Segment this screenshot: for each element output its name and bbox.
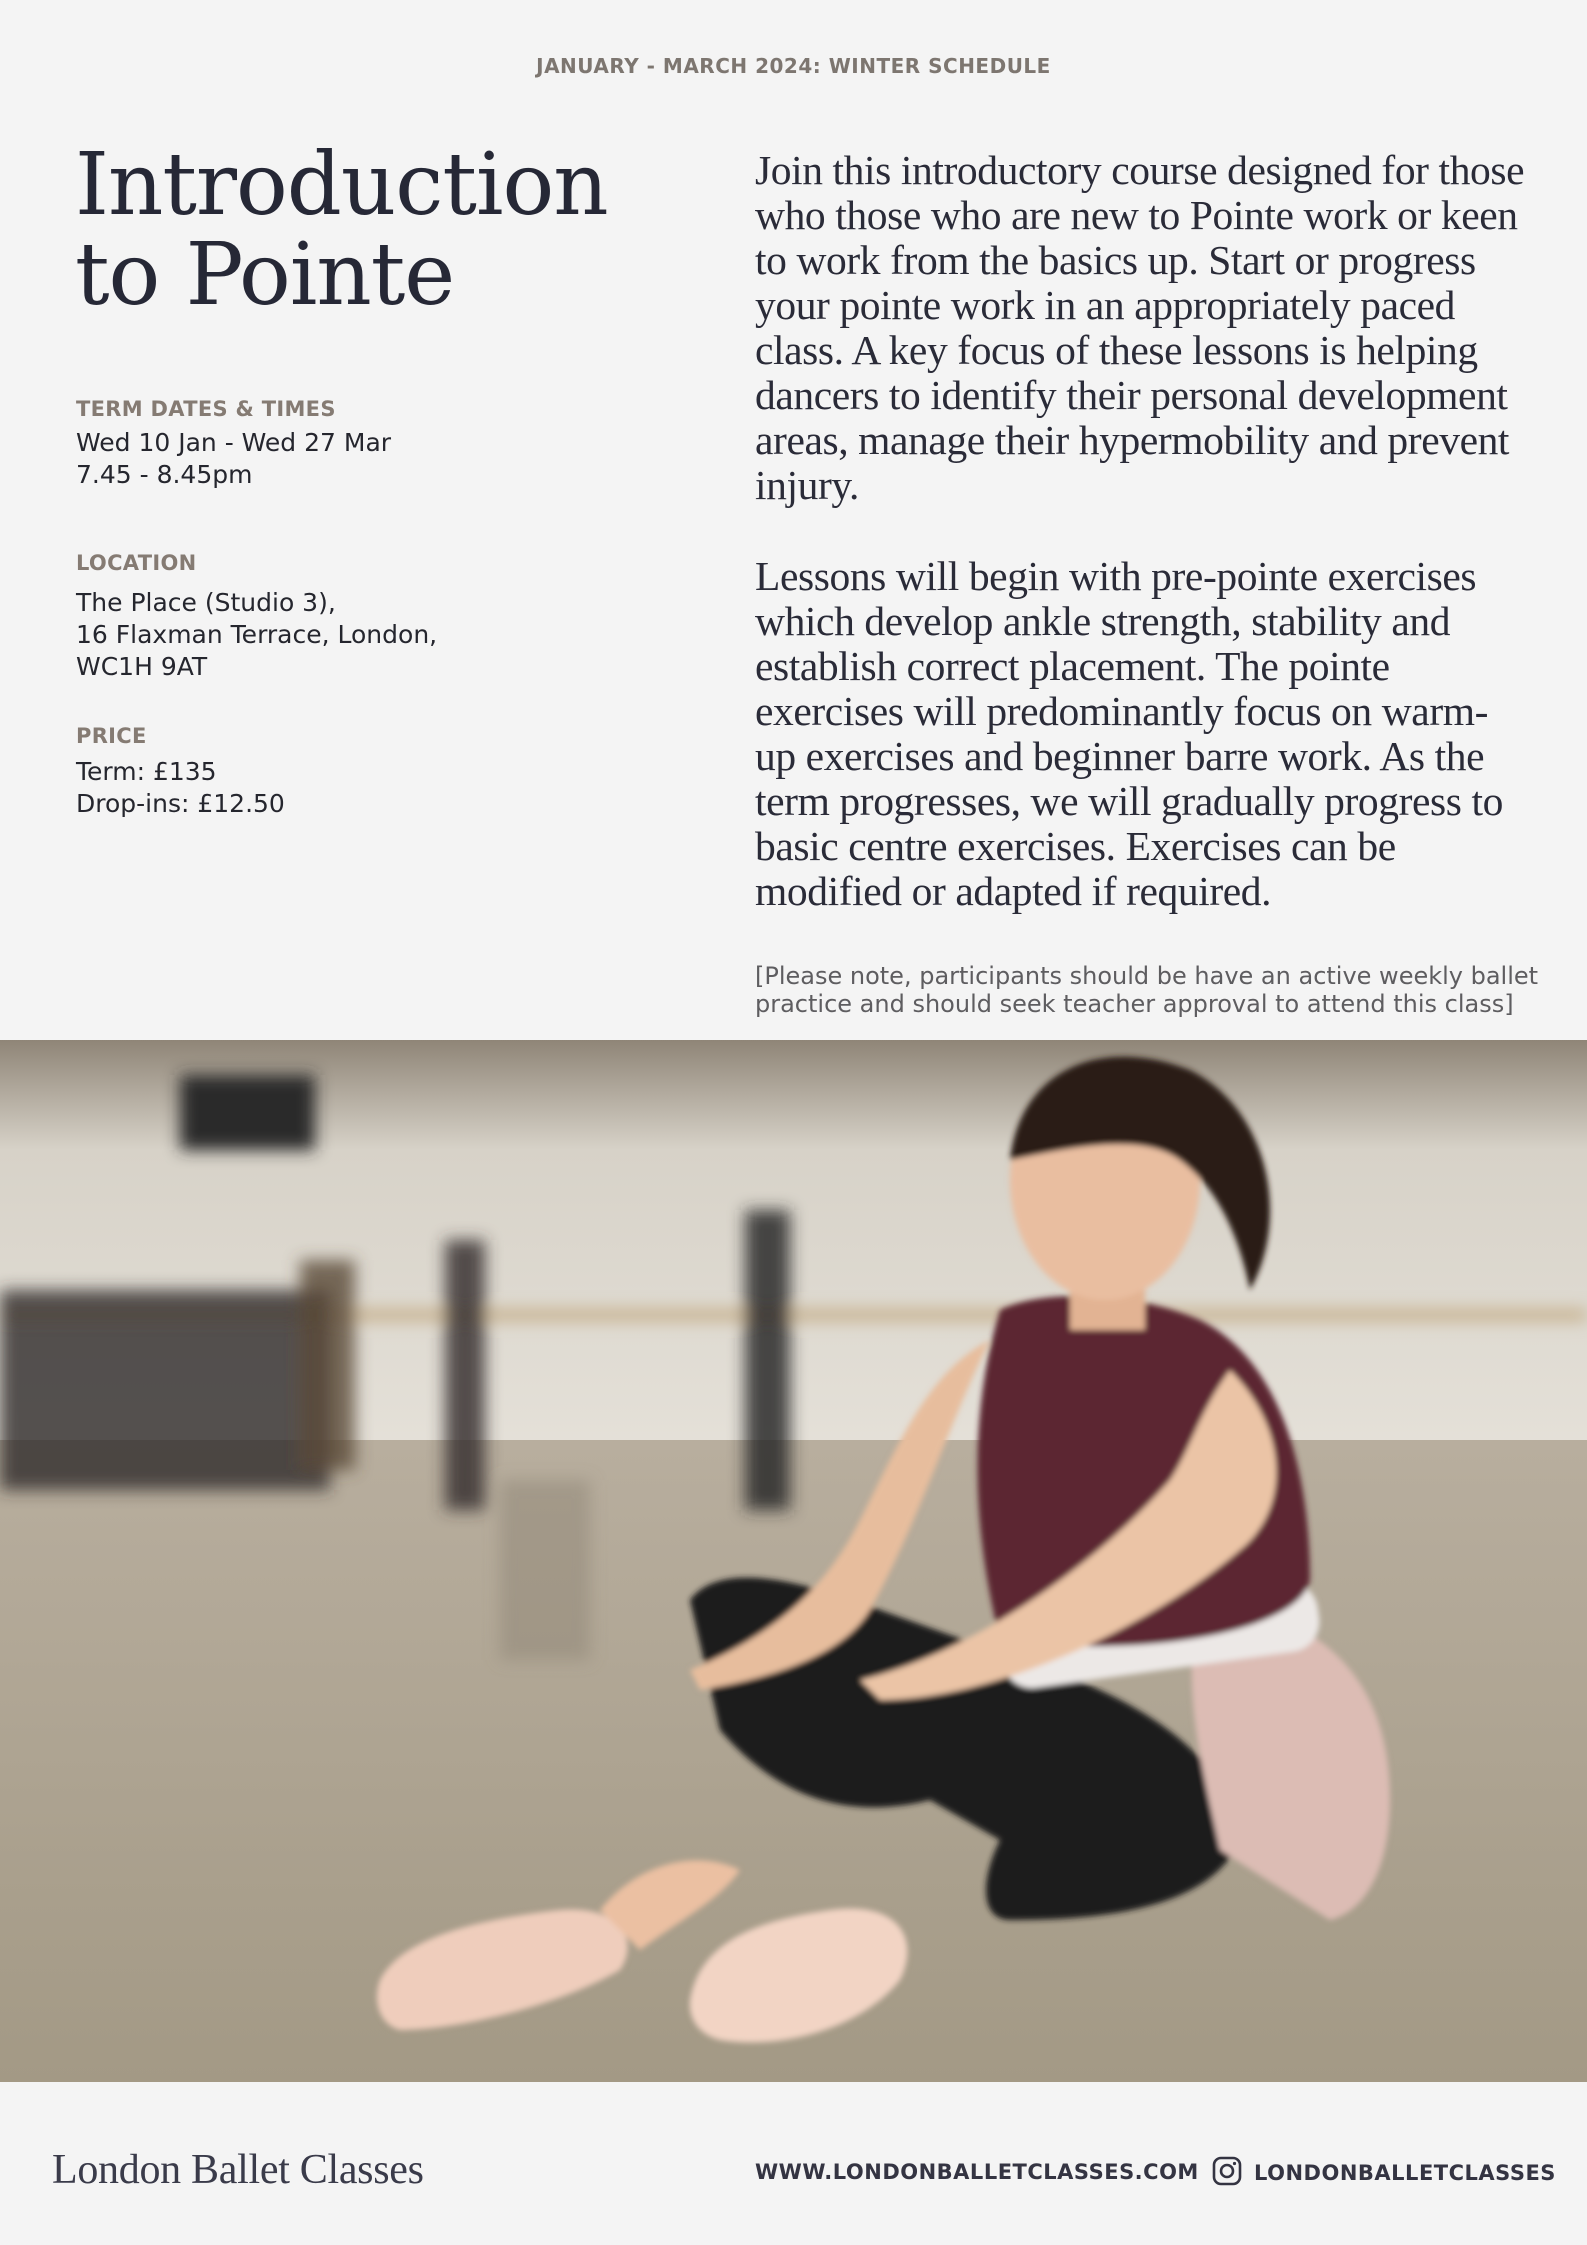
description-paragraph-1: Join this introductory course designed for those who those who are new to Pointe work or keen to work from the basics up. Start or progress your pointe work in an appropriately paced class. A key focus of these lessons is helping dancers to identify their personal development areas, manage their hypermobility and prevent injury.: [755, 147, 1525, 508]
price-info: [76, 756, 636, 820]
location-line3: WC1H 9AT: [76, 652, 208, 681]
term-time-value: 7.45 - 8.45pm: [76, 460, 253, 489]
location-address: [76, 587, 636, 683]
location-line2: 16 Flaxman Terrace, London,: [76, 620, 438, 649]
location-line1: The Place (Studio 3),: [76, 588, 336, 617]
footer-social-handle[interactable]: LONDONBALLETCLASSES: [1254, 2161, 1556, 2185]
term-dates-value: Wed 10 Jan - Wed 27 Mar: [76, 428, 392, 457]
price-label: PRICE: [76, 724, 147, 748]
footer-social[interactable]: [1212, 2156, 1556, 2190]
price-dropin: Drop-ins: £12.50: [76, 789, 285, 818]
term-dates: [76, 427, 636, 491]
course-title: [75, 135, 695, 325]
course-title-line1: Introduction: [75, 135, 608, 235]
instagram-icon: [1212, 2156, 1242, 2190]
price-term: Term: £135: [76, 757, 217, 786]
course-title-line2: to Pointe: [75, 225, 455, 325]
footer-website-link[interactable]: WWW.LONDONBALLETCLASSES.COM: [755, 2160, 1199, 2184]
location-label: LOCATION: [76, 551, 197, 575]
participation-note: [Please note, participants should be have an active weekly ballet practice and should seek teacher approval to attend this class]: [755, 962, 1539, 1018]
schedule-header: JANUARY - MARCH 2024: WINTER SCHEDULE: [536, 54, 1051, 78]
footer-brand-logo: London Ballet Classes: [52, 2147, 424, 2193]
description-paragraph-2: Lessons will begin with pre-pointe exercises which develop ankle strength, stability and establish correct placement. The pointe exercises will predominantly focus on warm-up exercises and beginner barre work. As the term progresses, we will gradually progress to basic centre exercises. Exercises can be modified or adapted if required.: [755, 553, 1504, 914]
ballet-dancer-photo: [0, 1040, 1587, 2082]
term-dates-label: TERM DATES & TIMES: [76, 397, 336, 421]
